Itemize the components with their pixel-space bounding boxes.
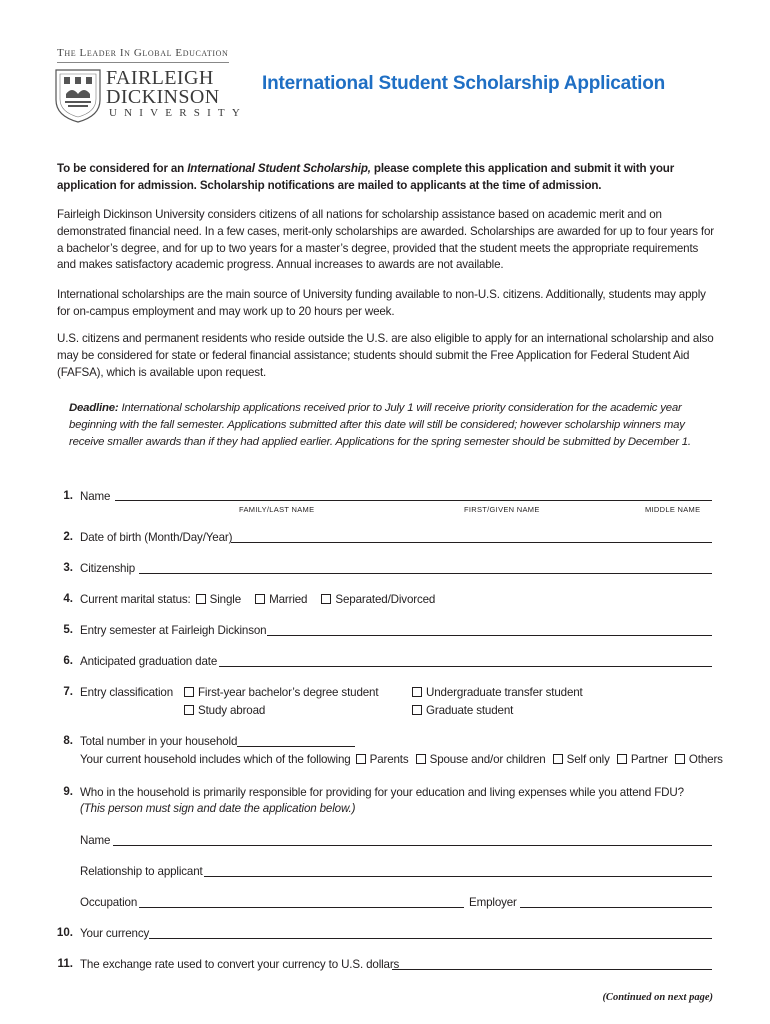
spouse-checkbox[interactable] (416, 754, 426, 764)
q10-label: Your currency (80, 927, 150, 940)
occupation-input[interactable] (139, 907, 464, 908)
page-title: International Student Scholarship Application (262, 73, 666, 94)
intro-paragraph-merit: Fairleigh Dickinson University considers citizens of all nations for scholarship assistance based on academic merit and on demonstrated financial need. In a few cases, merit-only scholarships are awarded. Scholarships are awarded for up to four years for a bachelor’s degree, and for up to two years for a master’s degree, provided that the student meets the appropriate requirements and makes satisfactory academic progress. Annual increases to awards are not available. (57, 208, 715, 272)
study-abroad-option (182, 703, 265, 718)
study-abroad-checkbox[interactable] (184, 705, 194, 715)
q5-label: Entry semester at Fairleigh Dickinson (80, 624, 267, 637)
q2-label: Date of birth (Month/Day/Year) (80, 531, 233, 544)
transfer-label: Undergraduate transfer student (426, 686, 583, 699)
logo-wordmark-dickinson: DICKINSON (106, 86, 220, 108)
household-includes-label: Your current household includes which of the following (80, 753, 351, 766)
graduate-label: Graduate student (426, 704, 514, 717)
graduate-option (410, 703, 513, 718)
separated-checkbox[interactable] (321, 594, 331, 604)
transfer-checkbox[interactable] (412, 687, 422, 697)
occupation-label: Occupation (80, 896, 138, 909)
q7-label: Entry classification (80, 686, 174, 699)
separated-option-label: Separated/Divorced (335, 593, 436, 606)
others-label: Others (688, 753, 723, 766)
middle-name-caption: MIDDLE NAME (645, 505, 701, 514)
q4-number: 4. (63, 592, 73, 605)
household-count-input[interactable] (237, 746, 355, 747)
q8-label: Total number in your household (80, 735, 238, 748)
graduate-checkbox[interactable] (412, 705, 422, 715)
continued-note: (Continued on next page) (602, 992, 713, 1003)
first-year-checkbox[interactable] (184, 687, 194, 697)
first-name-caption: FIRST/GIVEN NAME (464, 505, 540, 514)
q3-number: 3. (63, 561, 73, 574)
relationship-input[interactable] (204, 876, 712, 877)
married-checkbox[interactable] (255, 594, 265, 604)
relationship-label: Relationship to applicant (80, 865, 203, 878)
employer-input[interactable] (520, 907, 712, 908)
q5-number: 5. (63, 623, 73, 636)
intro-paragraph-us-citizens: U.S. citizens and permanent residents who reside outside the U.S. are also eligible to apply for an international scholarship and also may be considered for state or federal financial assistance; students should submit the Free Application for Federal Student Aid (FAFSA), which is available upon request. (57, 332, 714, 379)
q6-label: Anticipated graduation date (80, 655, 218, 668)
q2-number: 2. (63, 530, 73, 543)
currency-input[interactable] (149, 938, 712, 939)
exchange-rate-input[interactable] (392, 969, 712, 970)
q9-label: Who in the household is primarily responsible for providing for your education and living expenses while you attend FDU? (80, 786, 684, 799)
partner-checkbox[interactable] (617, 754, 627, 764)
q4-label: Current marital status: (80, 593, 191, 606)
single-option-label: Single (209, 593, 242, 606)
tagline-divider (57, 62, 229, 63)
married-option-label: Married (269, 593, 308, 606)
q10-number: 10. (56, 926, 73, 939)
partner-label: Partner (630, 753, 668, 766)
family-name-caption: FAMILY/LAST NAME (239, 505, 315, 514)
q1-label: Name (80, 490, 111, 503)
q3-label: Citizenship (80, 562, 136, 575)
first-year-label: First-year bachelor’s degree student (198, 686, 379, 699)
intro-lead: To be considered for an International Student Scholarship, please complete this application and submit it with your application for admission. Scholarship notifications are mailed to applicants at the time of admission. (57, 162, 675, 192)
q1-number: 1. (63, 489, 73, 502)
spouse-label: Spouse and/or children (429, 753, 546, 766)
sponsor-name-input[interactable] (113, 845, 712, 846)
employer-label: Employer (469, 896, 517, 909)
sponsor-name-label: Name (80, 834, 111, 847)
q8-number: 8. (63, 734, 73, 747)
q11-label: The exchange rate used to convert your currency to U.S. dollars (80, 958, 400, 971)
name-input[interactable] (115, 500, 712, 501)
study-abroad-label: Study abroad (198, 704, 266, 717)
parents-label: Parents (369, 753, 409, 766)
others-checkbox[interactable] (675, 754, 685, 764)
date-of-birth-input[interactable] (231, 542, 712, 543)
transfer-option (410, 685, 583, 700)
single-checkbox[interactable] (196, 594, 206, 604)
university-seal-icon (52, 66, 104, 124)
self-only-label: Self only (566, 753, 610, 766)
q6-number: 6. (63, 654, 73, 667)
q9-number: 9. (63, 785, 73, 798)
parents-checkbox[interactable] (356, 754, 366, 764)
q11-number: 11. (57, 957, 73, 970)
q9-note: (This person must sign and date the application below.) (80, 802, 356, 815)
self-only-checkbox[interactable] (553, 754, 563, 764)
deadline-note: Deadline: International scholarship applications received prior to July 1 will receive priority consideration for the academic year beginning with the fall semester. Applications submitted after this date will still be considered; however scholarship winners may receive smaller awards than if they had applied earlier. Applications for the spring semester should be submitted by December 1. (69, 402, 691, 448)
q7-number: 7. (63, 685, 73, 698)
tagline: The Leader In Global Education (57, 47, 229, 59)
logo-wordmark-university: UNIVERSITY (109, 107, 247, 119)
citizenship-input[interactable] (139, 573, 712, 574)
intro-paragraph-funding: International scholarships are the main source of University funding available to non-U.S. citizens. Additionally, students may apply for on-campus employment and may work up to 20 hours per week. (57, 288, 706, 318)
first-year-option (182, 685, 378, 700)
marital-status-row (80, 592, 435, 607)
household-includes-row (80, 752, 723, 767)
graduation-date-input[interactable] (219, 666, 712, 667)
entry-semester-input[interactable] (267, 635, 712, 636)
logo-wordmark-fairleigh: FAIRLEIGH (106, 67, 214, 89)
